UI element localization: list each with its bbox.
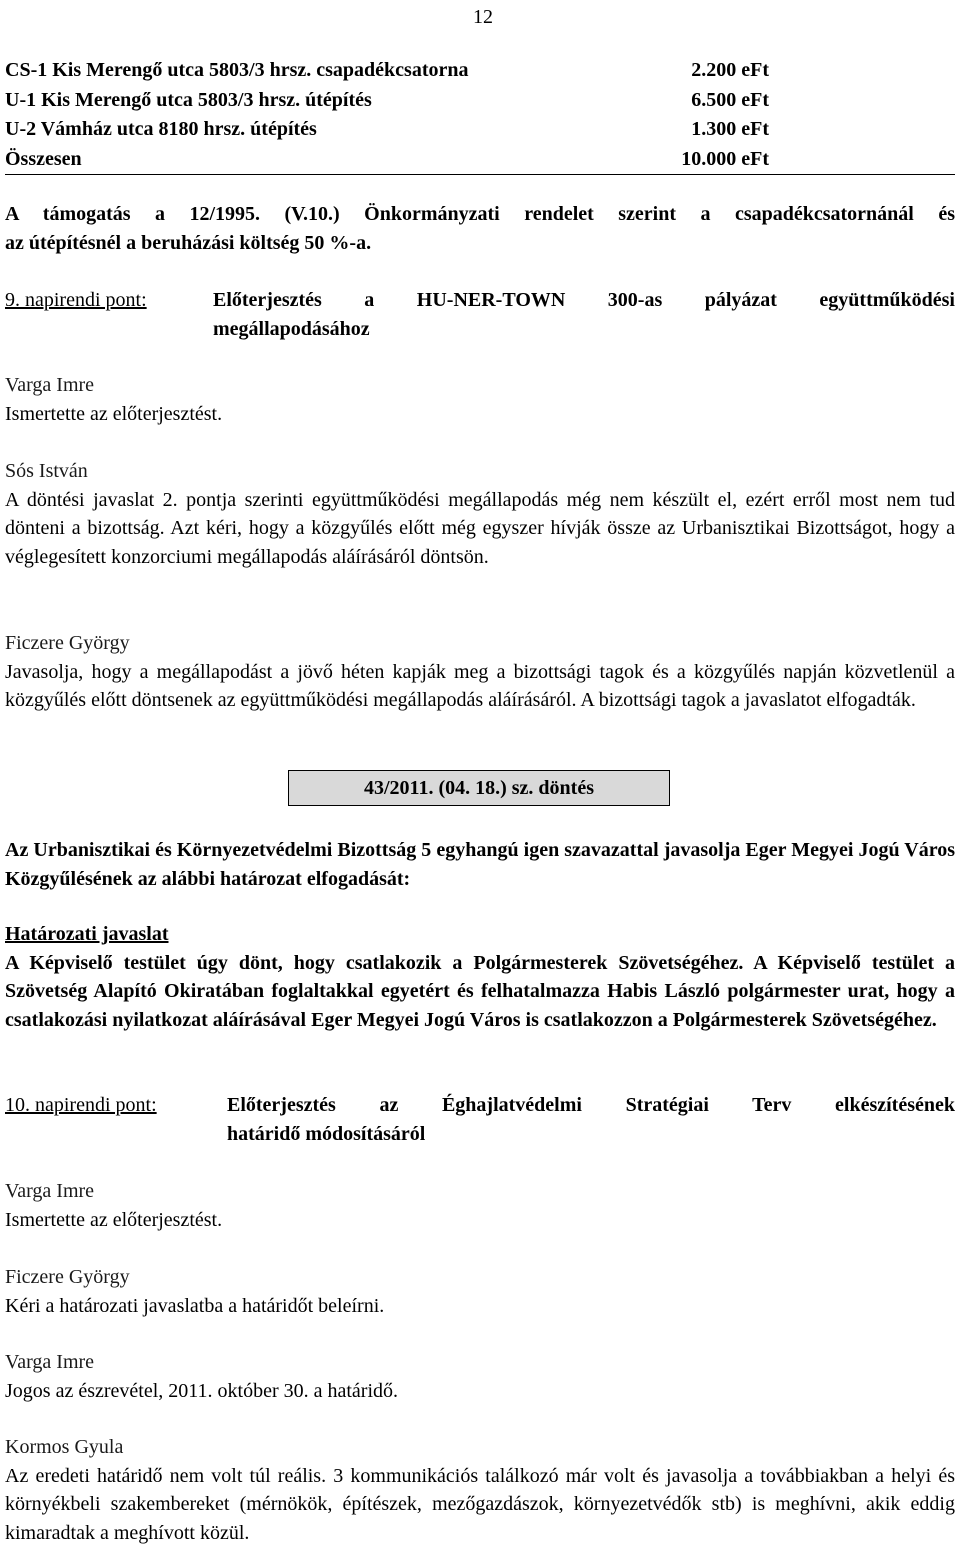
cost-row <box>5 86 955 116</box>
cost-row <box>5 115 955 145</box>
speaker-block <box>5 371 955 428</box>
cost-total-value: 10.000 eFt <box>681 147 769 170</box>
agenda-item-number: 9. <box>5 289 20 311</box>
speaker-block <box>5 1177 955 1234</box>
speaker-text: Kéri a határozati javaslatba a határidőt beleírni. <box>5 1294 385 1317</box>
speaker-name: Varga Imre <box>5 1180 95 1202</box>
agenda-item-label: napirendi pont: <box>30 1094 157 1116</box>
agenda-item-number: 10. <box>5 1094 30 1116</box>
agenda-title-line: Előterjesztés a HU-NER-TOWN 300-as pályázat együttműködési <box>213 289 955 311</box>
speaker-block <box>5 1348 955 1405</box>
agenda-item-9 <box>5 286 955 343</box>
cost-total-label: Összesen <box>5 147 82 170</box>
resolution-block <box>5 920 955 1034</box>
cost-value: 2.200 eFt <box>691 59 769 81</box>
decision-box: 43/2011. (04. 18.) sz. döntés <box>288 770 670 806</box>
cost-value: 1.300 eFt <box>691 118 769 140</box>
committee-paragraph: Az Urbanisztikai és Környezetvédelmi Bizottság 5 egyhangú igen szavazattal javasolja Eger Megyei Jogú Város Közgyűlésének az alábbi határozat elfogadását: <box>5 839 955 890</box>
agenda-item-label: napirendi pont: <box>20 289 147 311</box>
agenda-title-line: megállapodásához <box>213 317 370 340</box>
resolution-text: A Képviselő testület úgy dönt, hogy csatlakozik a Polgármesterek Szövetségéhez. A Képviselő testület a Szövetség Alapító Okiratában foglaltakkal egyetért és felhatalmazza Habis László polgármester urat, hogy a csatlakozási nyilatkozat aláírásával Eger Megyei Jogú Város is csatlakozzon a Polgármesterek Szövetségéhez. <box>5 951 955 1031</box>
cost-table <box>5 56 955 175</box>
speaker-name: Ficzere György <box>5 632 130 654</box>
speaker-text: Javasolja, hogy a megállapodást a jövő héten kapják meg a bizottsági tagok és a közgyűlés napján közvetlenül a közgyűlés előtt döntsenek az együttműködési megállapodás aláírásáról. A bizottsági tagok a javaslatot elfogadták. <box>5 660 955 711</box>
speaker-block <box>5 1433 955 1547</box>
support-line: az útépítésnél a beruházási költség 50 %-a. <box>5 231 372 254</box>
resolution-heading: Határozati javaslat <box>5 923 169 945</box>
speaker-block <box>5 629 955 715</box>
agenda-item-10 <box>5 1091 955 1148</box>
agenda-title-line: Előterjesztés az Éghajlatvédelmi Stratégiai Terv elkészítésének <box>227 1094 955 1116</box>
cost-total-row <box>5 145 955 176</box>
support-line: A támogatás a 12/1995. (V.10.) Önkormányzati rendelet szerint a csapadékcsatornánál és <box>5 203 955 225</box>
speaker-name: Sós István <box>5 460 88 482</box>
agenda-item-title <box>213 286 955 343</box>
cost-row <box>5 56 955 86</box>
agenda-item-title <box>227 1091 955 1148</box>
cost-label: U-1 Kis Merengő utca 5803/3 hrsz. útépítés <box>5 88 372 111</box>
support-paragraph <box>5 200 955 257</box>
speaker-text: Az eredeti határidő nem volt túl reális. 3 kommunikációs találkozó már volt és javasolja a továbbiakban a helyi és környékbeli szakembereket (mérnökök, építészek, mezőgazdászok, környezetvédők stb) is meghívni, akik eddig kimaradtak a meghívott közül. <box>5 1464 955 1544</box>
cost-value: 6.500 eFt <box>691 88 769 111</box>
speaker-name: Ficzere György <box>5 1266 130 1288</box>
speaker-name: Varga Imre <box>5 1351 95 1373</box>
speaker-name: Varga Imre <box>5 374 95 396</box>
speaker-text: Ismertette az előterjesztést. <box>5 402 223 425</box>
speaker-text: A döntési javaslat 2. pontja szerinti együttműködési megállapodás még nem készült el, ezért erről most nem tud dönteni a bizottság. Azt kéri, hogy a közgyűlés előtt még egyszer hívják össze az Urbanisztikai Bizottságot, hogy a véglegesített konzorciumi megállapodás aláírásáról döntsön. <box>5 488 955 568</box>
speaker-text: Ismertette az előterjesztést. <box>5 1208 223 1231</box>
speaker-block <box>5 457 955 571</box>
cost-label: U-2 Vámház utca 8180 hrsz. útépítés <box>5 118 317 140</box>
speaker-name: Kormos Gyula <box>5 1436 124 1458</box>
speaker-text: Jogos az észrevétel, 2011. október 30. a határidő. <box>5 1379 399 1402</box>
speaker-block <box>5 1263 955 1320</box>
page-number: 12 <box>473 6 493 28</box>
cost-label: CS-1 Kis Merengő utca 5803/3 hrsz. csapadékcsatorna <box>5 59 469 81</box>
agenda-title-line: határidő módosításáról <box>227 1122 426 1145</box>
